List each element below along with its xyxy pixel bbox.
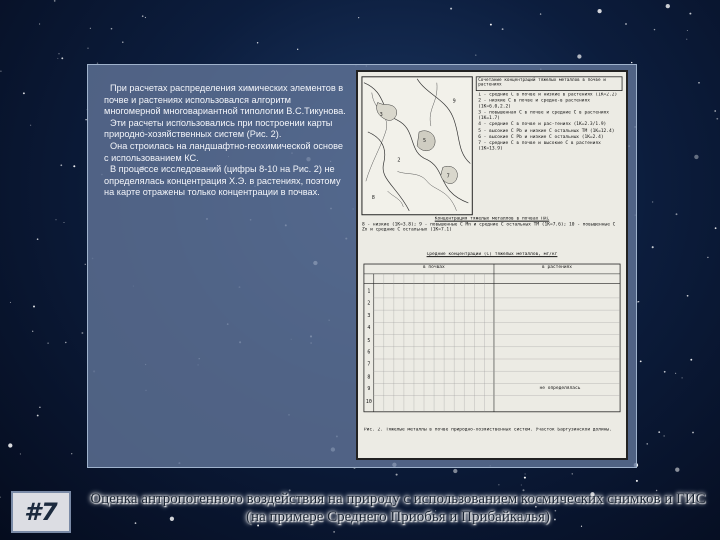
slide-title: Оценка антропогенного воздействия на природу с использованием космических снимков и ГИС (на примере Среднего Приобья и Прибайкалья) [90, 491, 706, 525]
star [37, 238, 39, 240]
star [664, 371, 666, 373]
svg-text:8: 8 [371, 194, 375, 201]
star [577, 54, 581, 58]
star [647, 443, 648, 444]
star [666, 4, 670, 8]
star [81, 332, 83, 334]
star [490, 24, 492, 26]
star [625, 23, 627, 25]
row-number: 4 [367, 325, 371, 332]
svg-text:9: 9 [452, 98, 456, 105]
row-number: 5 [367, 337, 371, 344]
star [396, 474, 398, 476]
star [58, 53, 59, 54]
table-head-soil: в почвах [422, 265, 445, 270]
star [687, 30, 688, 31]
table-caption: Средние концентрации (С) тяжелых металлов, мг/кг [426, 252, 558, 258]
star [675, 468, 679, 472]
star [87, 48, 88, 49]
star [636, 480, 638, 482]
star [8, 443, 12, 447]
slide-number: #7 [24, 498, 58, 526]
star [675, 373, 676, 374]
star [73, 165, 75, 167]
star [654, 29, 655, 30]
star [47, 342, 49, 344]
star [142, 15, 144, 17]
row-number: 9 [367, 386, 371, 393]
svg-text:7: 7 [446, 173, 450, 180]
star [525, 473, 526, 474]
metals-table [362, 252, 622, 412]
row-number: 1 [367, 288, 371, 295]
star [498, 484, 499, 485]
star [63, 222, 64, 223]
svg-text:2: 2 [397, 157, 401, 164]
star [690, 359, 692, 361]
legend-item: 1 - средние С в почве и низкие в растениях (1К=2.2) [478, 92, 618, 98]
star [333, 531, 335, 533]
star [698, 82, 700, 84]
star [257, 42, 258, 43]
star [0, 70, 1, 71]
star [687, 295, 689, 297]
star [30, 125, 31, 126]
legend-item: 2 - низкие С в почве и средне-в растениях (1К=6.0,2.2) [478, 98, 590, 110]
star [65, 342, 66, 343]
star [85, 264, 86, 265]
star [39, 23, 40, 24]
star [111, 28, 113, 30]
star [61, 57, 63, 59]
legend-item: 3 - повышенная С в почве и средние С в растениях (1К=1.7) [478, 110, 610, 122]
star [453, 469, 457, 473]
star [55, 219, 56, 220]
star [716, 118, 718, 120]
row-number: 3 [367, 313, 371, 320]
star [689, 13, 691, 15]
star [20, 453, 21, 454]
star [145, 17, 146, 18]
star [32, 331, 33, 332]
star [0, 497, 1, 498]
star [676, 213, 678, 215]
star [90, 28, 91, 29]
row-number: 8 [367, 374, 371, 381]
star [521, 484, 522, 485]
star [502, 28, 504, 30]
svg-text:3: 3 [379, 112, 383, 119]
star [692, 432, 694, 434]
svg-text:5: 5 [423, 137, 427, 144]
legend [476, 77, 622, 215]
star [54, 0, 56, 2]
row-number: 2 [367, 300, 371, 307]
table-note: не определялась [539, 386, 581, 392]
star [681, 377, 682, 378]
star [57, 58, 58, 59]
star [71, 453, 72, 454]
star [714, 110, 716, 112]
row-number: 7 [367, 361, 371, 368]
paragraph: Она строилась на ландшафтно-геохимической основе с использованием КС. [104, 140, 343, 163]
star [122, 42, 123, 43]
star [572, 473, 573, 474]
legend-item: 6 - высокие С Pb и низкие С остальных (1К=2.4) [478, 134, 604, 140]
paragraph: При расчетах распределения химических элементов в почве и растениях использовался алгоритм многомерной многовариантной типологии В.С.Тикунова. [104, 83, 346, 117]
star [60, 164, 62, 166]
star [524, 477, 526, 479]
star [37, 415, 39, 417]
map-caption: Концентрация тяжелых металлов в почвах ПХС [434, 216, 550, 222]
slide-number-badge [11, 491, 71, 533]
star [664, 435, 665, 436]
row-number: 10 [365, 398, 372, 405]
legend-item: 7 - средние С в почве и высокие С в растениях (1К=13.9) [478, 140, 601, 152]
legend-item: 5 - высокие С Pb и низкие С остальных ТМ (1К=12.4) [478, 128, 615, 134]
star [10, 302, 11, 303]
table-head-plants: в растениях [542, 265, 573, 270]
star [450, 8, 452, 10]
paragraph: Эти расчеты использовались при построении карты природно-хозяйственных систем (Рис. 2). [104, 117, 333, 140]
star [23, 92, 25, 94]
body-text [104, 83, 348, 199]
star [297, 49, 298, 50]
figure-caption: Рис. 2. Тяжелые металлы в почве природно-хозяйственных систем. Участок Баргузинской долины. [363, 427, 612, 433]
landscape-map [362, 77, 472, 215]
row-number: 6 [367, 349, 371, 356]
star [707, 257, 708, 258]
soil-items: 8 - низкие (1К=3.8); 9 - повышенные С Mn и средние С остальных ТМ (1К=7.6); 10 - повышенные С Zn и средние С остальных (1К=7.1) [361, 222, 616, 233]
star [39, 407, 40, 408]
legend-item: 4 - средние С в почве и рас-тениях (1К=2.3/1.9) [478, 122, 607, 128]
star [358, 17, 359, 18]
legend-heading: Сочетание концентраций тяжелых металлов в почве и растениях [478, 77, 606, 88]
star [658, 431, 660, 433]
star [640, 360, 642, 362]
figure-scan [356, 70, 628, 460]
star [694, 155, 698, 159]
star [652, 201, 653, 202]
star [637, 301, 638, 302]
star [715, 227, 717, 229]
star [686, 39, 687, 40]
star [652, 246, 654, 248]
star [540, 13, 541, 14]
star [597, 9, 601, 13]
star [475, 55, 476, 56]
star [33, 306, 35, 308]
paragraph: В процессе исследований (цифры 8-10 на Рис. 2) не определялась концентрация Х.Э. в растениях, поэтому на карте отражены только концентрации в почвах. [104, 164, 341, 198]
